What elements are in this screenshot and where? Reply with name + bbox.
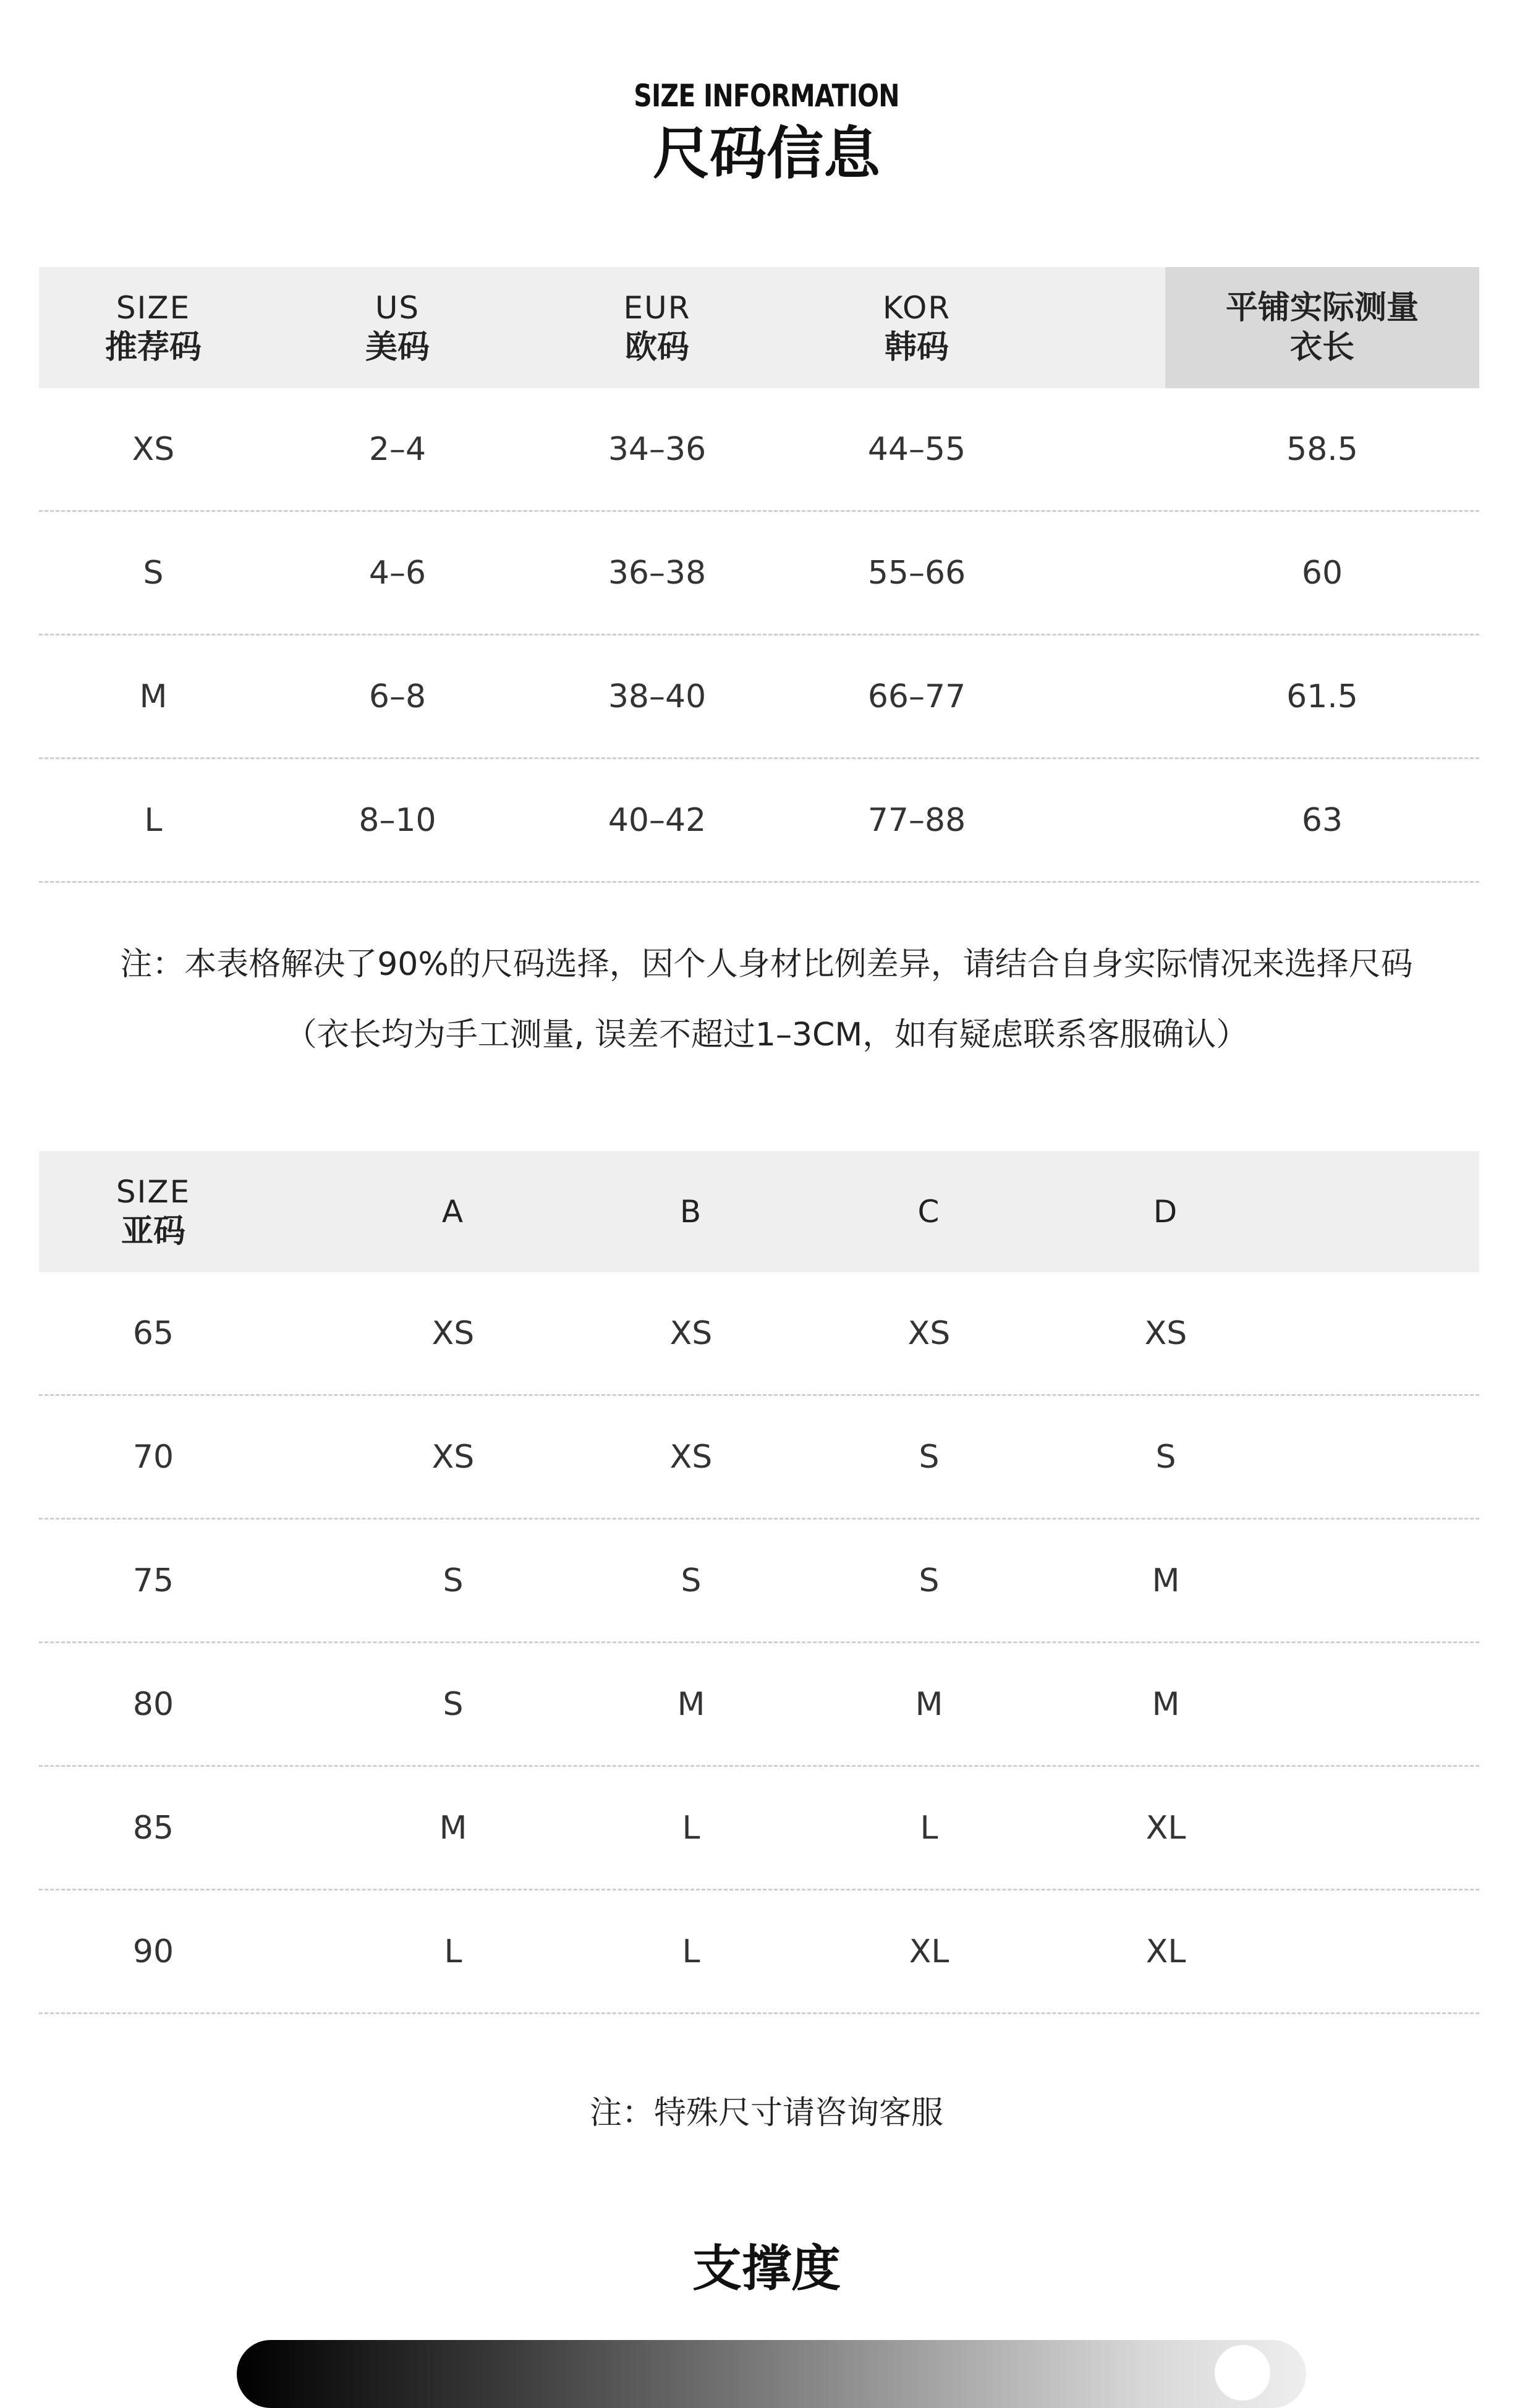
cell-c: L <box>920 1809 938 1847</box>
cell-a: S <box>443 1562 464 1599</box>
cell-band: 85 <box>132 1809 174 1847</box>
column-header-length: 平铺实际测量 衣长 <box>1165 267 1479 388</box>
cell-b: XS <box>669 1438 713 1476</box>
cell-band: 65 <box>132 1314 174 1352</box>
cell-d: XL <box>1145 1933 1186 1970</box>
table-row <box>39 1396 1479 1520</box>
column-header-size: SIZE 推荐码 <box>104 290 202 366</box>
cell-b: S <box>681 1562 702 1599</box>
cell-band: 70 <box>132 1438 174 1476</box>
table-row <box>39 636 1479 759</box>
cell-eur: 40–42 <box>608 801 707 839</box>
column-header-eur: EUR 欧码 <box>623 290 691 366</box>
table-header: SIZE 亚码 A B C D <box>39 1151 1479 1272</box>
table-row <box>39 388 1479 512</box>
cell-b: XS <box>669 1314 713 1352</box>
cell-kor: 66–77 <box>867 678 966 715</box>
cell-d: M <box>1152 1562 1180 1599</box>
column-header-us: US 美码 <box>365 290 430 366</box>
support-title: 支撑度 <box>692 2240 841 2297</box>
cell-a: L <box>444 1933 462 1970</box>
support-level-knob <box>1215 2345 1270 2401</box>
page-header <box>0 74 1533 188</box>
cell-size: S <box>143 554 164 592</box>
size-conversion-table <box>39 267 1479 883</box>
cell-length: 61.5 <box>1286 678 1358 715</box>
page-title-en: SIZE INFORMATION <box>634 78 899 114</box>
table-row <box>39 1520 1479 1643</box>
measurement-note: （衣长均为手工测量, 误差不超过1–3CM，如有疑虑联系客服确认） <box>284 1016 1249 1053</box>
table-header <box>39 267 1479 388</box>
cell-b: L <box>682 1809 700 1847</box>
cell-us: 4–6 <box>368 554 427 592</box>
table-row <box>39 1643 1479 1767</box>
cell-length: 63 <box>1301 801 1343 839</box>
cell-band: 90 <box>132 1933 174 1970</box>
cell-us: 6–8 <box>368 678 427 715</box>
cell-us: 8–10 <box>359 801 436 839</box>
cell-a: S <box>443 1685 464 1723</box>
cell-eur: 36–38 <box>608 554 707 592</box>
cell-b: M <box>677 1685 705 1723</box>
cell-size: XS <box>132 430 175 468</box>
cell-band: 80 <box>132 1685 174 1723</box>
table-row <box>39 512 1479 636</box>
table-row <box>39 1767 1479 1891</box>
cell-d: S <box>1155 1438 1176 1476</box>
cell-c: S <box>919 1438 940 1476</box>
cell-a: M <box>439 1809 467 1847</box>
cell-length: 60 <box>1301 554 1343 592</box>
size-note: 注：本表格解决了90%的尺码选择，因个人身材比例差异，请结合自身实际情况来选择尺码 <box>120 946 1413 983</box>
column-header-kor: KOR 韩码 <box>882 290 951 366</box>
cell-b: L <box>682 1933 700 1970</box>
cell-kor: 77–88 <box>867 801 966 839</box>
table-row <box>39 1272 1479 1396</box>
cup-size-table <box>39 1151 1479 2014</box>
cell-c: XL <box>909 1933 949 1970</box>
cell-d: XS <box>1144 1314 1187 1352</box>
cell-c: XS <box>907 1314 951 1352</box>
cell-c: M <box>915 1685 943 1723</box>
table-row <box>39 759 1479 883</box>
table-row <box>39 1891 1479 2014</box>
cell-kor: 44–55 <box>867 430 966 468</box>
cell-c: S <box>919 1562 940 1599</box>
cell-size: M <box>139 678 168 715</box>
cell-us: 2–4 <box>368 430 427 468</box>
page-title-cn: 尺码信息 <box>652 121 880 187</box>
special-size-note: 注：特殊尺寸请咨询客服 <box>589 2095 943 2132</box>
cell-eur: 34–36 <box>608 430 707 468</box>
cell-length: 58.5 <box>1286 430 1358 468</box>
cell-kor: 55–66 <box>867 554 966 592</box>
cell-d: XL <box>1145 1809 1186 1847</box>
cell-a: XS <box>431 1314 475 1352</box>
cell-size: L <box>144 801 163 839</box>
cell-eur: 38–40 <box>608 678 707 715</box>
cell-band: 75 <box>132 1562 174 1599</box>
cell-a: XS <box>431 1438 475 1476</box>
column-header-size: SIZE 亚码 <box>116 1174 191 1250</box>
support-level-bar <box>237 2340 1306 2408</box>
cell-d: M <box>1152 1685 1180 1723</box>
